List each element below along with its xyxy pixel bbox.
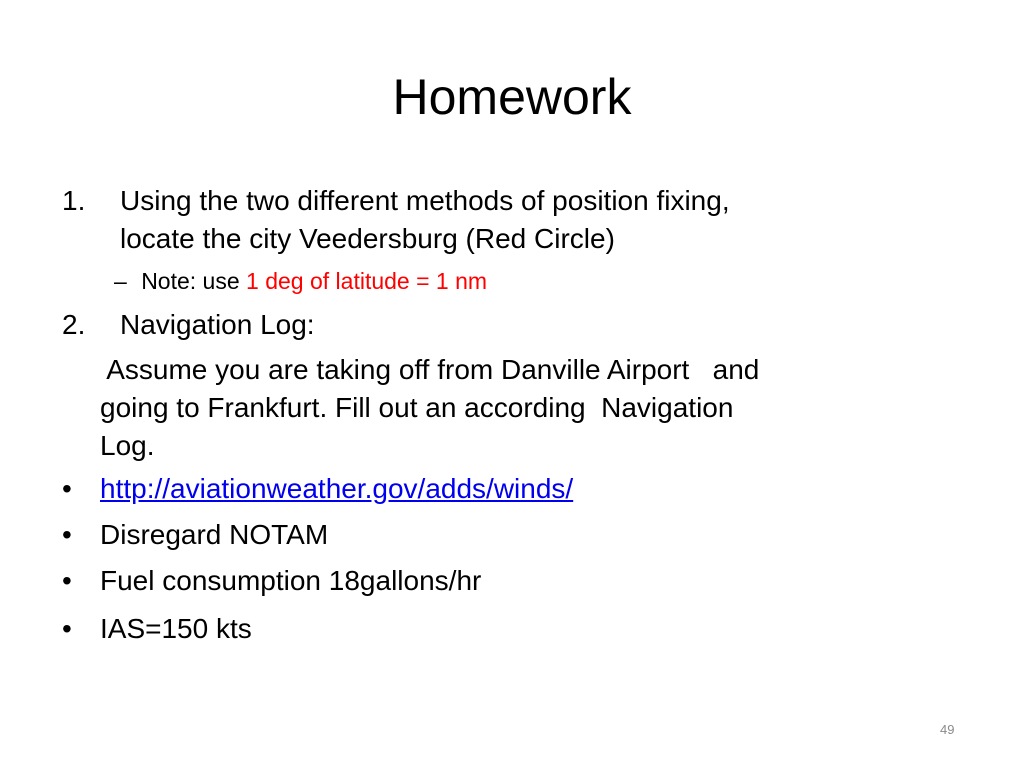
bullet-text-4: IAS=150 kts [100,613,252,644]
bullet-marker-1: • [62,473,72,504]
item-2-number: 2. [62,309,86,340]
note-dash: – [114,268,127,294]
note-prefix: Note: use [141,268,247,294]
item-1-note [114,266,487,296]
note-highlight: 1 deg of latitude = 1 nm [246,268,488,294]
item-2-text: Navigation Log: [120,309,315,340]
item-1-line-2: locate the city Veedersburg (Red Circle) [120,223,615,254]
bullet-marker-2: • [62,519,72,550]
bullet-text-2: Disregard NOTAM [100,519,329,550]
winds-link[interactable]: http://aviationweather.gov/adds/winds/ [100,473,574,504]
item-1-number: 1. [62,185,86,216]
bullet-marker-4: • [62,613,72,644]
page-number: 49 [940,722,955,737]
bullet-text-3: Fuel consumption 18gallons/hr [100,565,482,596]
slide-title: Homework [392,69,632,125]
item-2-paragraph-line-3: Log. [100,430,155,461]
item-1-line-1: Using the two different methods of position fixing, [120,185,730,216]
bullet-marker-3: • [62,565,72,596]
item-2-paragraph-line-1: Assume you are taking off from Danville Airport and [100,354,760,385]
item-2-paragraph-line-2: going to Frankfurt. Fill out an according Navigation [100,392,734,423]
